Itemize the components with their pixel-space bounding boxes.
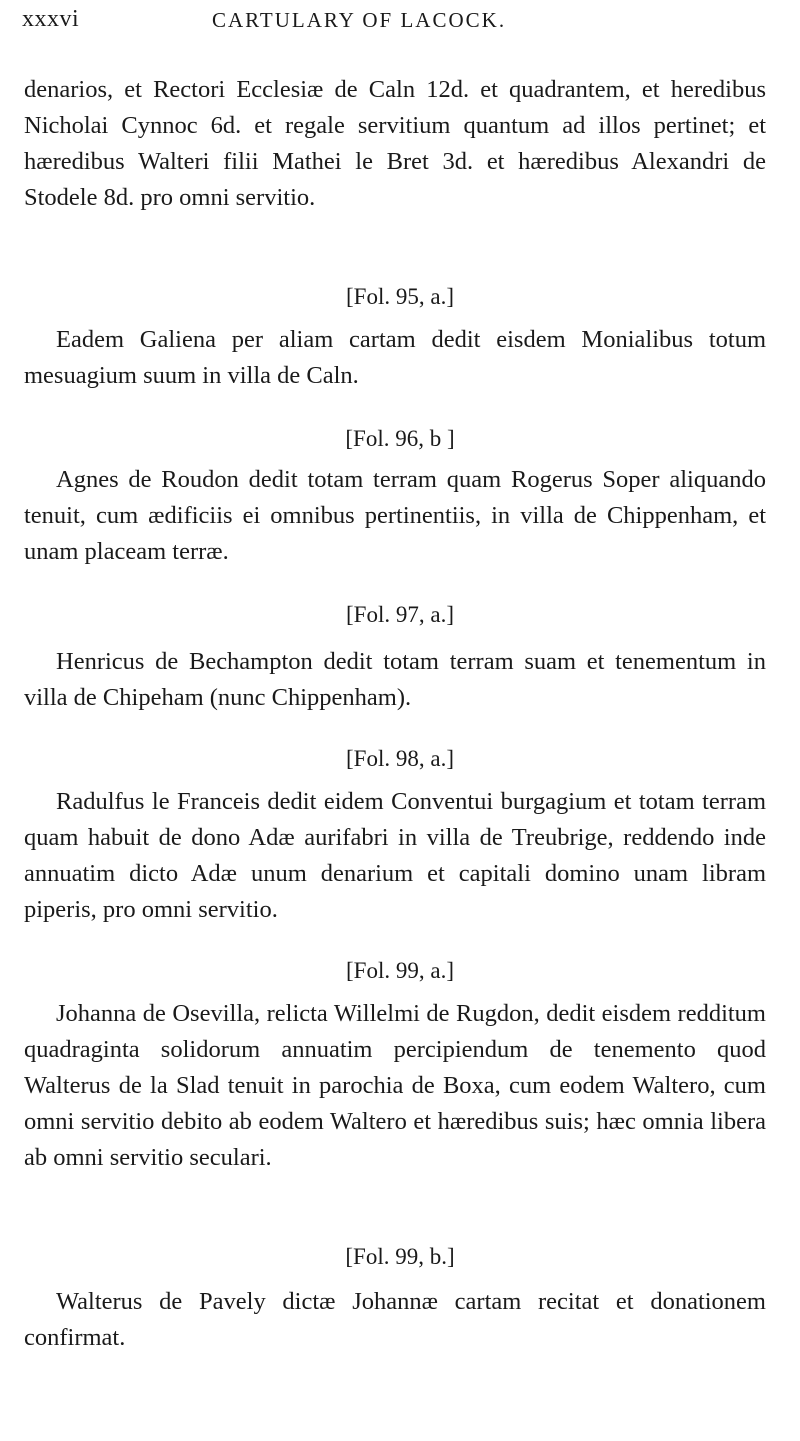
charter-entry: Henricus de Bechampton dedit totam terram suam et tenementum in villa de Chipeham (nunc Chippenham). [24,648,766,711]
opening-paragraph: denarios, et Rectori Ecclesiæ de Caln 12d. et quadrantem, et heredibus Nicholai Cynnoc 6d. et regale servitium quantum ad illos pertinet; et hæredibus Walteri filii Mathei le Bret 3d. et hæredibus Alexandri de Stodele 8d. pro omni servitio. [24,76,766,211]
page-number: xxxvi [22,6,80,32]
charter-entry: Johanna de Osevilla, relicta Willelmi de Rugdon, dedit eisdem redditum quadraginta solidorum annuatim percipiendum de tenemento quod Walterus de la Slad tenuit in parochia de Boxa, cum eodem Waltero, cum omni servitio debito ab eodem Waltero et hæredibus suis; hæc omnia libera ab omni servitio seculari. [24,1000,766,1171]
folio-reference: [Fol. 99, b.] [345,1244,455,1269]
charter-entry: Eadem Galiena per aliam cartam dedit eisdem Monialibus totum mesuagium suum in villa de Caln. [24,326,766,389]
charter-entry: Walterus de Pavely dictæ Johannæ cartam recitat et donationem confirmat. [24,1288,766,1351]
charter-entry: Agnes de Roudon dedit totam terram quam Rogerus Soper aliquando tenuit, cum ædificiis ei omnibus pertinentiis, in villa de Chippenham, et unam placeam terræ. [24,466,766,565]
running-title: CARTULARY OF LACOCK. [212,8,507,32]
charter-entry: Radulfus le Franceis dedit eidem Conventui burgagium et totam terram quam habuit de dono Adæ aurifabri in villa de Treubrige, reddendo inde annuatim dicto Adæ unum denarium et capitali domino unam libram piperis, pro omni servitio. [24,788,766,923]
folio-reference: [Fol. 97, a.] [346,602,454,627]
folio-reference: [Fol. 99, a.] [346,958,454,983]
folio-reference: [Fol. 95, a.] [346,284,454,309]
folio-reference: [Fol. 98, a.] [346,746,454,771]
page-header [22,6,776,42]
folio-reference: [Fol. 96, b ] [345,426,455,451]
